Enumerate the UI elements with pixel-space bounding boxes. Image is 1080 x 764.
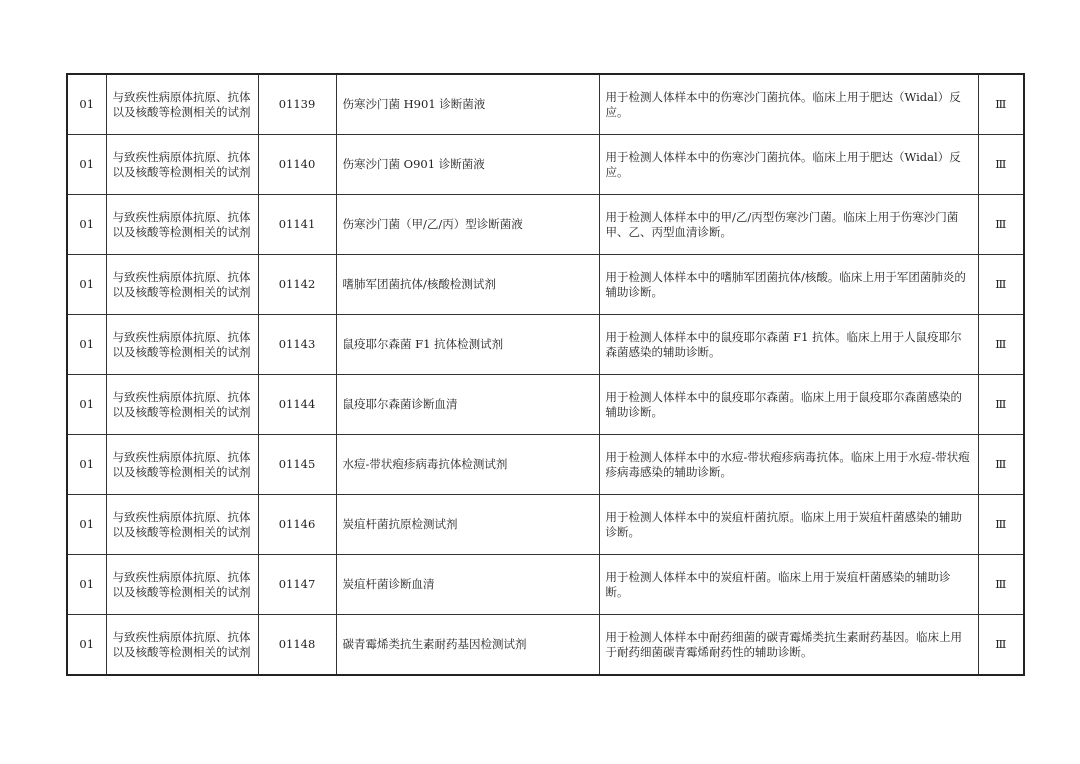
category-cell: 与致疾性病原体抗原、抗体以及核酸等检测相关的试剂 xyxy=(106,555,258,615)
category-code-cell: 01 xyxy=(67,495,106,555)
intended-use-cell: 用于检测人体样本中的炭疽杆菌。临床上用于炭疽杆菌感染的辅助诊断。 xyxy=(599,555,978,615)
category-code-cell: 01 xyxy=(67,135,106,195)
category-code-cell: 01 xyxy=(67,255,106,315)
intended-use-cell: 用于检测人体样本中耐药细菌的碳青霉烯类抗生素耐药基因。临床上用于耐药细菌碳青霉烯耐药性的辅助诊断。 xyxy=(599,615,978,676)
product-name-cell: 鼠疫耶尔森菌 F1 抗体检测试剂 xyxy=(336,315,599,375)
product-name-cell: 伤寒沙门菌（甲/乙/丙）型诊断菌液 xyxy=(336,195,599,255)
category-code-cell: 01 xyxy=(67,315,106,375)
category-code-cell: 01 xyxy=(67,74,106,135)
category-code-cell: 01 xyxy=(67,555,106,615)
product-number-cell: 01143 xyxy=(258,315,336,375)
table-row xyxy=(67,255,1024,315)
intended-use-cell: 用于检测人体样本中的鼠疫耶尔森菌。临床上用于鼠疫耶尔森菌感染的辅助诊断。 xyxy=(599,375,978,435)
class-cell: Ⅲ xyxy=(978,74,1024,135)
intended-use-cell: 用于检测人体样本中的水痘-带状疱疹病毒抗体。临床上用于水痘-带状疱疹病毒感染的辅助诊断。 xyxy=(599,435,978,495)
class-cell: Ⅲ xyxy=(978,315,1024,375)
intended-use-cell: 用于检测人体样本中的甲/乙/丙型伤寒沙门菌。临床上用于伤寒沙门菌甲、乙、丙型血清诊断。 xyxy=(599,195,978,255)
intended-use-cell: 用于检测人体样本中的伤寒沙门菌抗体。临床上用于肥达（Widal）反应。 xyxy=(599,74,978,135)
category-code-cell: 01 xyxy=(67,435,106,495)
product-name-cell: 伤寒沙门菌 O901 诊断菌液 xyxy=(336,135,599,195)
product-name-cell: 炭疽杆菌诊断血清 xyxy=(336,555,599,615)
category-code-cell: 01 xyxy=(67,195,106,255)
category-code-cell: 01 xyxy=(67,375,106,435)
device-catalog-table xyxy=(66,73,1025,676)
category-cell: 与致疾性病原体抗原、抗体以及核酸等检测相关的试剂 xyxy=(106,255,258,315)
product-number-cell: 01139 xyxy=(258,74,336,135)
table-row xyxy=(67,615,1024,676)
category-cell: 与致疾性病原体抗原、抗体以及核酸等检测相关的试剂 xyxy=(106,74,258,135)
table-row xyxy=(67,315,1024,375)
product-number-cell: 01141 xyxy=(258,195,336,255)
category-cell: 与致疾性病原体抗原、抗体以及核酸等检测相关的试剂 xyxy=(106,495,258,555)
intended-use-cell: 用于检测人体样本中的鼠疫耶尔森菌 F1 抗体。临床上用于人鼠疫耶尔森菌感染的辅助诊断。 xyxy=(599,315,978,375)
product-name-cell: 伤寒沙门菌 H901 诊断菌液 xyxy=(336,74,599,135)
product-name-cell: 鼠疫耶尔森菌诊断血清 xyxy=(336,375,599,435)
intended-use-cell: 用于检测人体样本中的嗜肺军团菌抗体/核酸。临床上用于军团菌肺炎的辅助诊断。 xyxy=(599,255,978,315)
category-cell: 与致疾性病原体抗原、抗体以及核酸等检测相关的试剂 xyxy=(106,615,258,676)
product-name-cell: 炭疽杆菌抗原检测试剂 xyxy=(336,495,599,555)
table-row xyxy=(67,74,1024,135)
class-cell: Ⅲ xyxy=(978,435,1024,495)
table-row xyxy=(67,195,1024,255)
table-row xyxy=(67,375,1024,435)
table-row xyxy=(67,555,1024,615)
category-cell: 与致疾性病原体抗原、抗体以及核酸等检测相关的试剂 xyxy=(106,315,258,375)
product-name-cell: 碳青霉烯类抗生素耐药基因检测试剂 xyxy=(336,615,599,676)
category-cell: 与致疾性病原体抗原、抗体以及核酸等检测相关的试剂 xyxy=(106,195,258,255)
product-number-cell: 01146 xyxy=(258,495,336,555)
table-body xyxy=(67,74,1024,675)
class-cell: Ⅲ xyxy=(978,255,1024,315)
product-number-cell: 01147 xyxy=(258,555,336,615)
class-cell: Ⅲ xyxy=(978,555,1024,615)
product-number-cell: 01148 xyxy=(258,615,336,676)
product-number-cell: 01145 xyxy=(258,435,336,495)
category-cell: 与致疾性病原体抗原、抗体以及核酸等检测相关的试剂 xyxy=(106,375,258,435)
table-row xyxy=(67,435,1024,495)
intended-use-cell: 用于检测人体样本中的伤寒沙门菌抗体。临床上用于肥达（Widal）反应。 xyxy=(599,135,978,195)
class-cell: Ⅲ xyxy=(978,195,1024,255)
class-cell: Ⅲ xyxy=(978,375,1024,435)
product-name-cell: 水痘-带状疱疹病毒抗体检测试剂 xyxy=(336,435,599,495)
product-number-cell: 01142 xyxy=(258,255,336,315)
class-cell: Ⅲ xyxy=(978,135,1024,195)
table-row xyxy=(67,135,1024,195)
table-row xyxy=(67,495,1024,555)
category-cell: 与致疾性病原体抗原、抗体以及核酸等检测相关的试剂 xyxy=(106,435,258,495)
category-cell: 与致疾性病原体抗原、抗体以及核酸等检测相关的试剂 xyxy=(106,135,258,195)
intended-use-cell: 用于检测人体样本中的炭疽杆菌抗原。临床上用于炭疽杆菌感染的辅助诊断。 xyxy=(599,495,978,555)
product-number-cell: 01144 xyxy=(258,375,336,435)
class-cell: Ⅲ xyxy=(978,495,1024,555)
product-name-cell: 嗜肺军团菌抗体/核酸检测试剂 xyxy=(336,255,599,315)
category-code-cell: 01 xyxy=(67,615,106,676)
product-number-cell: 01140 xyxy=(258,135,336,195)
class-cell: Ⅲ xyxy=(978,615,1024,676)
